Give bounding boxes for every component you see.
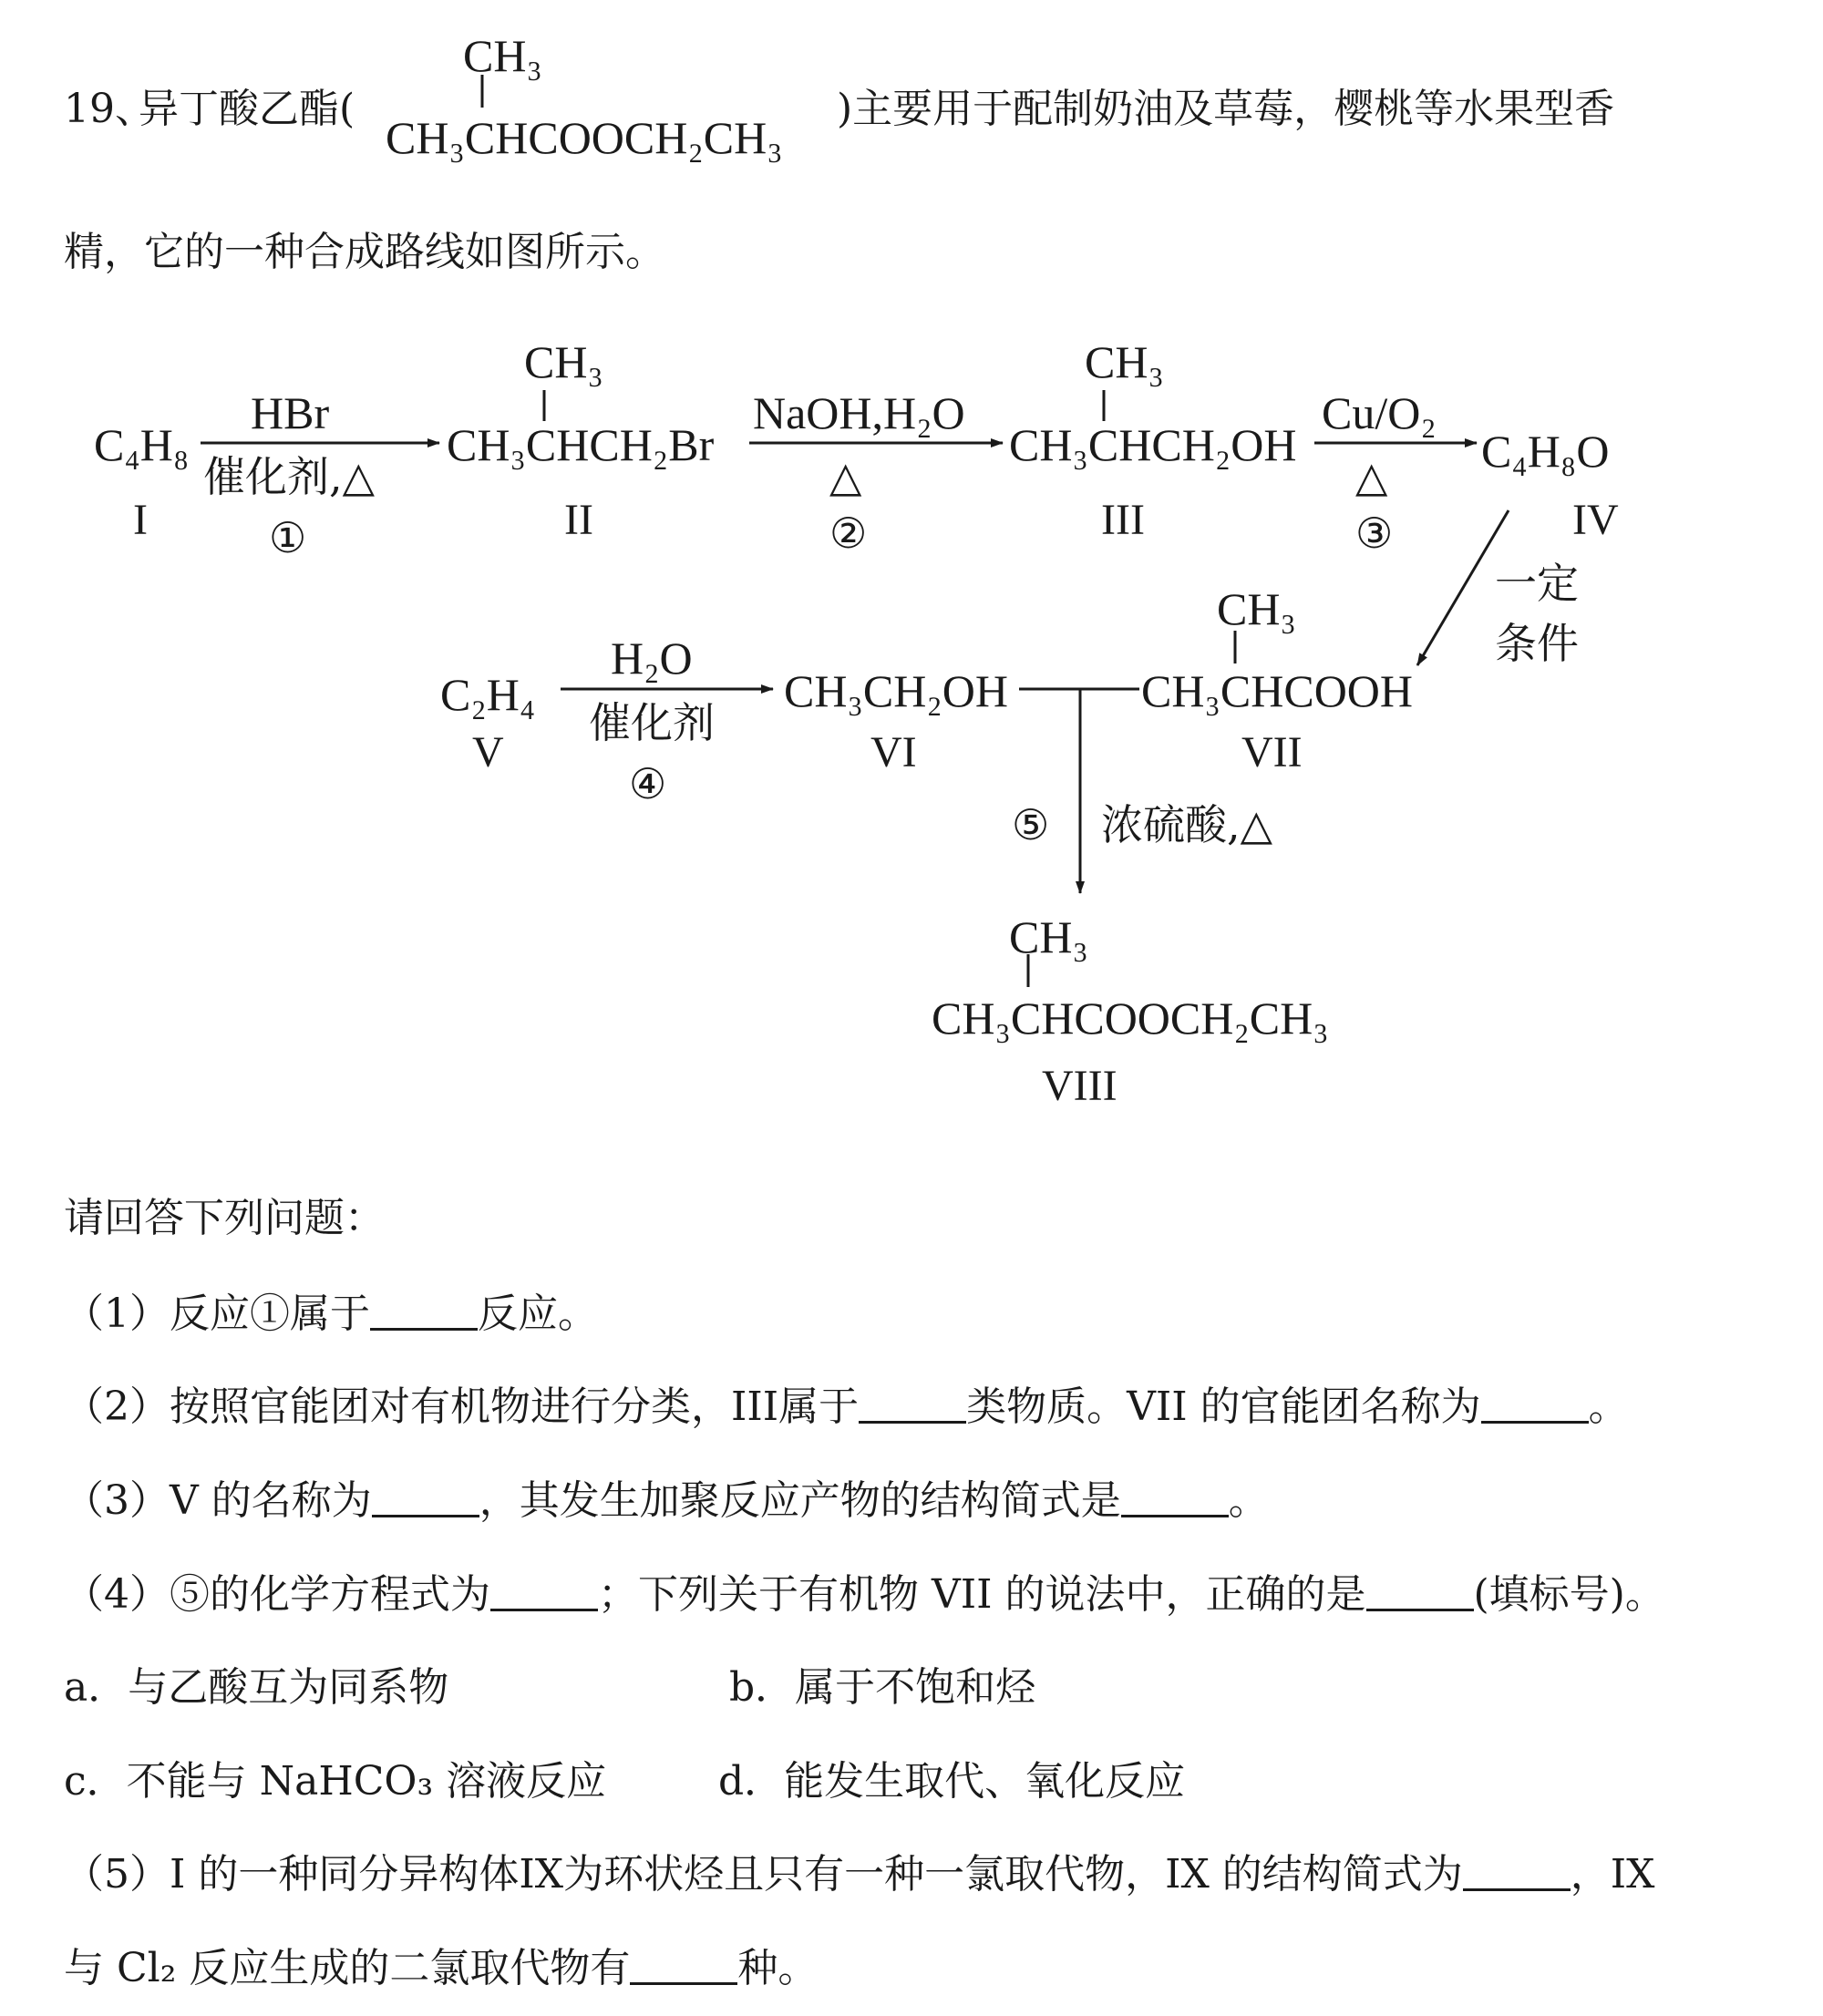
compound-ii-methyl: CH₃ — [524, 336, 603, 387]
option-c: c．不能与 NaHCO₃ 溶液反应 — [64, 1758, 607, 1805]
question-4-text-b: ；下列关于有机物 VII 的说法中，正确的是 — [598, 1571, 1366, 1618]
answer-blank-3a[interactable] — [372, 1482, 479, 1517]
question-5-line1 — [64, 1851, 1655, 1898]
question-1-text-b: 反应。 — [478, 1291, 598, 1337]
compound-vii-label: VII — [1241, 728, 1303, 777]
compound-v-formula: C₂H₄ — [440, 669, 536, 720]
answer-blank-2b[interactable] — [1481, 1388, 1589, 1424]
answer-blank-1[interactable] — [370, 1295, 478, 1331]
reaction-iv-condition-line2: 条件 — [1495, 619, 1579, 668]
compound-iv-formula: C₄H₈O — [1481, 426, 1610, 477]
compound-iii-formula: CH₃CHCH₂OH — [1009, 419, 1297, 470]
option-a: a．与乙酸互为同系物 — [64, 1664, 449, 1711]
reaction-4-reagent: H₂O — [611, 633, 693, 684]
intro-struct-methyl: CH₃ — [463, 30, 542, 81]
answer-blank-3b[interactable] — [1121, 1482, 1229, 1517]
intro-struct-main: CH₃CHCOOCH₂CH₃ — [386, 112, 783, 163]
question-2-text-b: 类物质。VII 的官能团名称为 — [966, 1383, 1481, 1430]
reaction-1-condition: 催化剂,△ — [203, 452, 375, 501]
answer-blank-4b[interactable] — [1366, 1576, 1474, 1611]
question-1 — [64, 1291, 598, 1337]
compound-viii-label: VIII — [1042, 1062, 1117, 1110]
reaction-3-condition: △ — [1355, 452, 1388, 501]
reaction-3-number: ③ — [1355, 509, 1394, 558]
reaction-4-number: ④ — [629, 759, 667, 808]
answer-blank-5a[interactable] — [1463, 1856, 1571, 1891]
reaction-5-condition: 浓硫酸,△ — [1101, 800, 1272, 849]
compound-ii-label: II — [564, 496, 593, 544]
question-2-text-c: 。 — [1588, 1383, 1629, 1430]
compound-iii-methyl: CH₃ — [1085, 336, 1164, 387]
intro-text-line1: )主要用于配制奶油及草莓，樱桃等水果型香 — [837, 86, 1615, 132]
question-5-text-d: 种。 — [737, 1945, 819, 1991]
reaction-2-reagent: NaOH,H₂O — [753, 387, 965, 438]
compound-vii-methyl: CH₃ — [1217, 583, 1296, 634]
reaction-1-reagent: HBr — [251, 387, 330, 438]
question-5-line2 — [64, 1945, 819, 1991]
reaction-2-condition: △ — [829, 452, 862, 501]
reaction-1-number: ① — [269, 513, 307, 562]
question-4 — [64, 1571, 1665, 1618]
question-3-text-b: ，其发生加聚反应产物的结构简式是 — [479, 1477, 1121, 1524]
reaction-2-number: ② — [829, 509, 868, 558]
compound-vii-formula: CH₃CHCOOH — [1141, 665, 1414, 716]
question-3-text-a: （3）V 的名称为 — [64, 1477, 372, 1524]
question-5-text-a: （5）I 的一种同分异构体IX为环状烃且只有一种一氯取代物，IX 的结构简式为 — [64, 1851, 1463, 1898]
compound-viii-methyl: CH₃ — [1009, 911, 1088, 962]
option-d: d．能发生取代、氧化反应 — [718, 1758, 1186, 1805]
question-4-text-c: (填标号)。 — [1473, 1571, 1665, 1618]
compound-name: 异丁酸乙酯( — [139, 86, 355, 132]
compound-vi-formula: CH₃CH₂OH — [784, 665, 1008, 716]
compound-i-label: I — [133, 496, 148, 544]
question-5-text-c: 与 Cl₂ 反应生成的二氯取代物有 — [64, 1945, 631, 1991]
answer-blank-2a[interactable] — [859, 1388, 966, 1424]
answer-blank-5b[interactable] — [630, 1949, 737, 1985]
compound-vi-label: VI — [870, 728, 917, 777]
question-3-text-c: 。 — [1228, 1477, 1269, 1524]
intro-text-line2: 精，它的一种合成路线如图所示。 — [64, 229, 665, 275]
compound-v-label: V — [472, 728, 504, 777]
compound-ii-formula: CH₃CHCH₂Br — [447, 419, 715, 470]
compound-i-formula: C₄H₈ — [94, 419, 190, 470]
question-2-text-a: （2）按照官能团对有机物进行分类，III属于 — [64, 1383, 860, 1430]
question-1-text-a: （1）反应①属于 — [64, 1291, 370, 1337]
reaction-iv-condition-line1: 一定 — [1495, 559, 1579, 608]
question-2 — [64, 1383, 1629, 1430]
question-5-text-b: ，IX — [1570, 1851, 1655, 1898]
reaction-3-reagent: Cu/O₂ — [1322, 387, 1437, 438]
compound-iv-label: IV — [1572, 496, 1619, 544]
option-b: b．属于不饱和烃 — [729, 1664, 1036, 1711]
answer-blank-4a[interactable] — [490, 1576, 598, 1611]
compound-iii-label: III — [1101, 496, 1145, 544]
question-4-text-a: （4）⑤的化学方程式为 — [64, 1571, 490, 1618]
compound-viii-formula: CH₃CHCOOCH₂CH₃ — [932, 993, 1329, 1044]
question-number: 19、 — [64, 86, 155, 132]
questions-prompt: 请回答下列问题： — [64, 1195, 385, 1241]
reaction-4-condition: 催化剂 — [589, 698, 715, 747]
question-3 — [64, 1477, 1269, 1524]
reaction-5-number: ⑤ — [1012, 800, 1050, 849]
